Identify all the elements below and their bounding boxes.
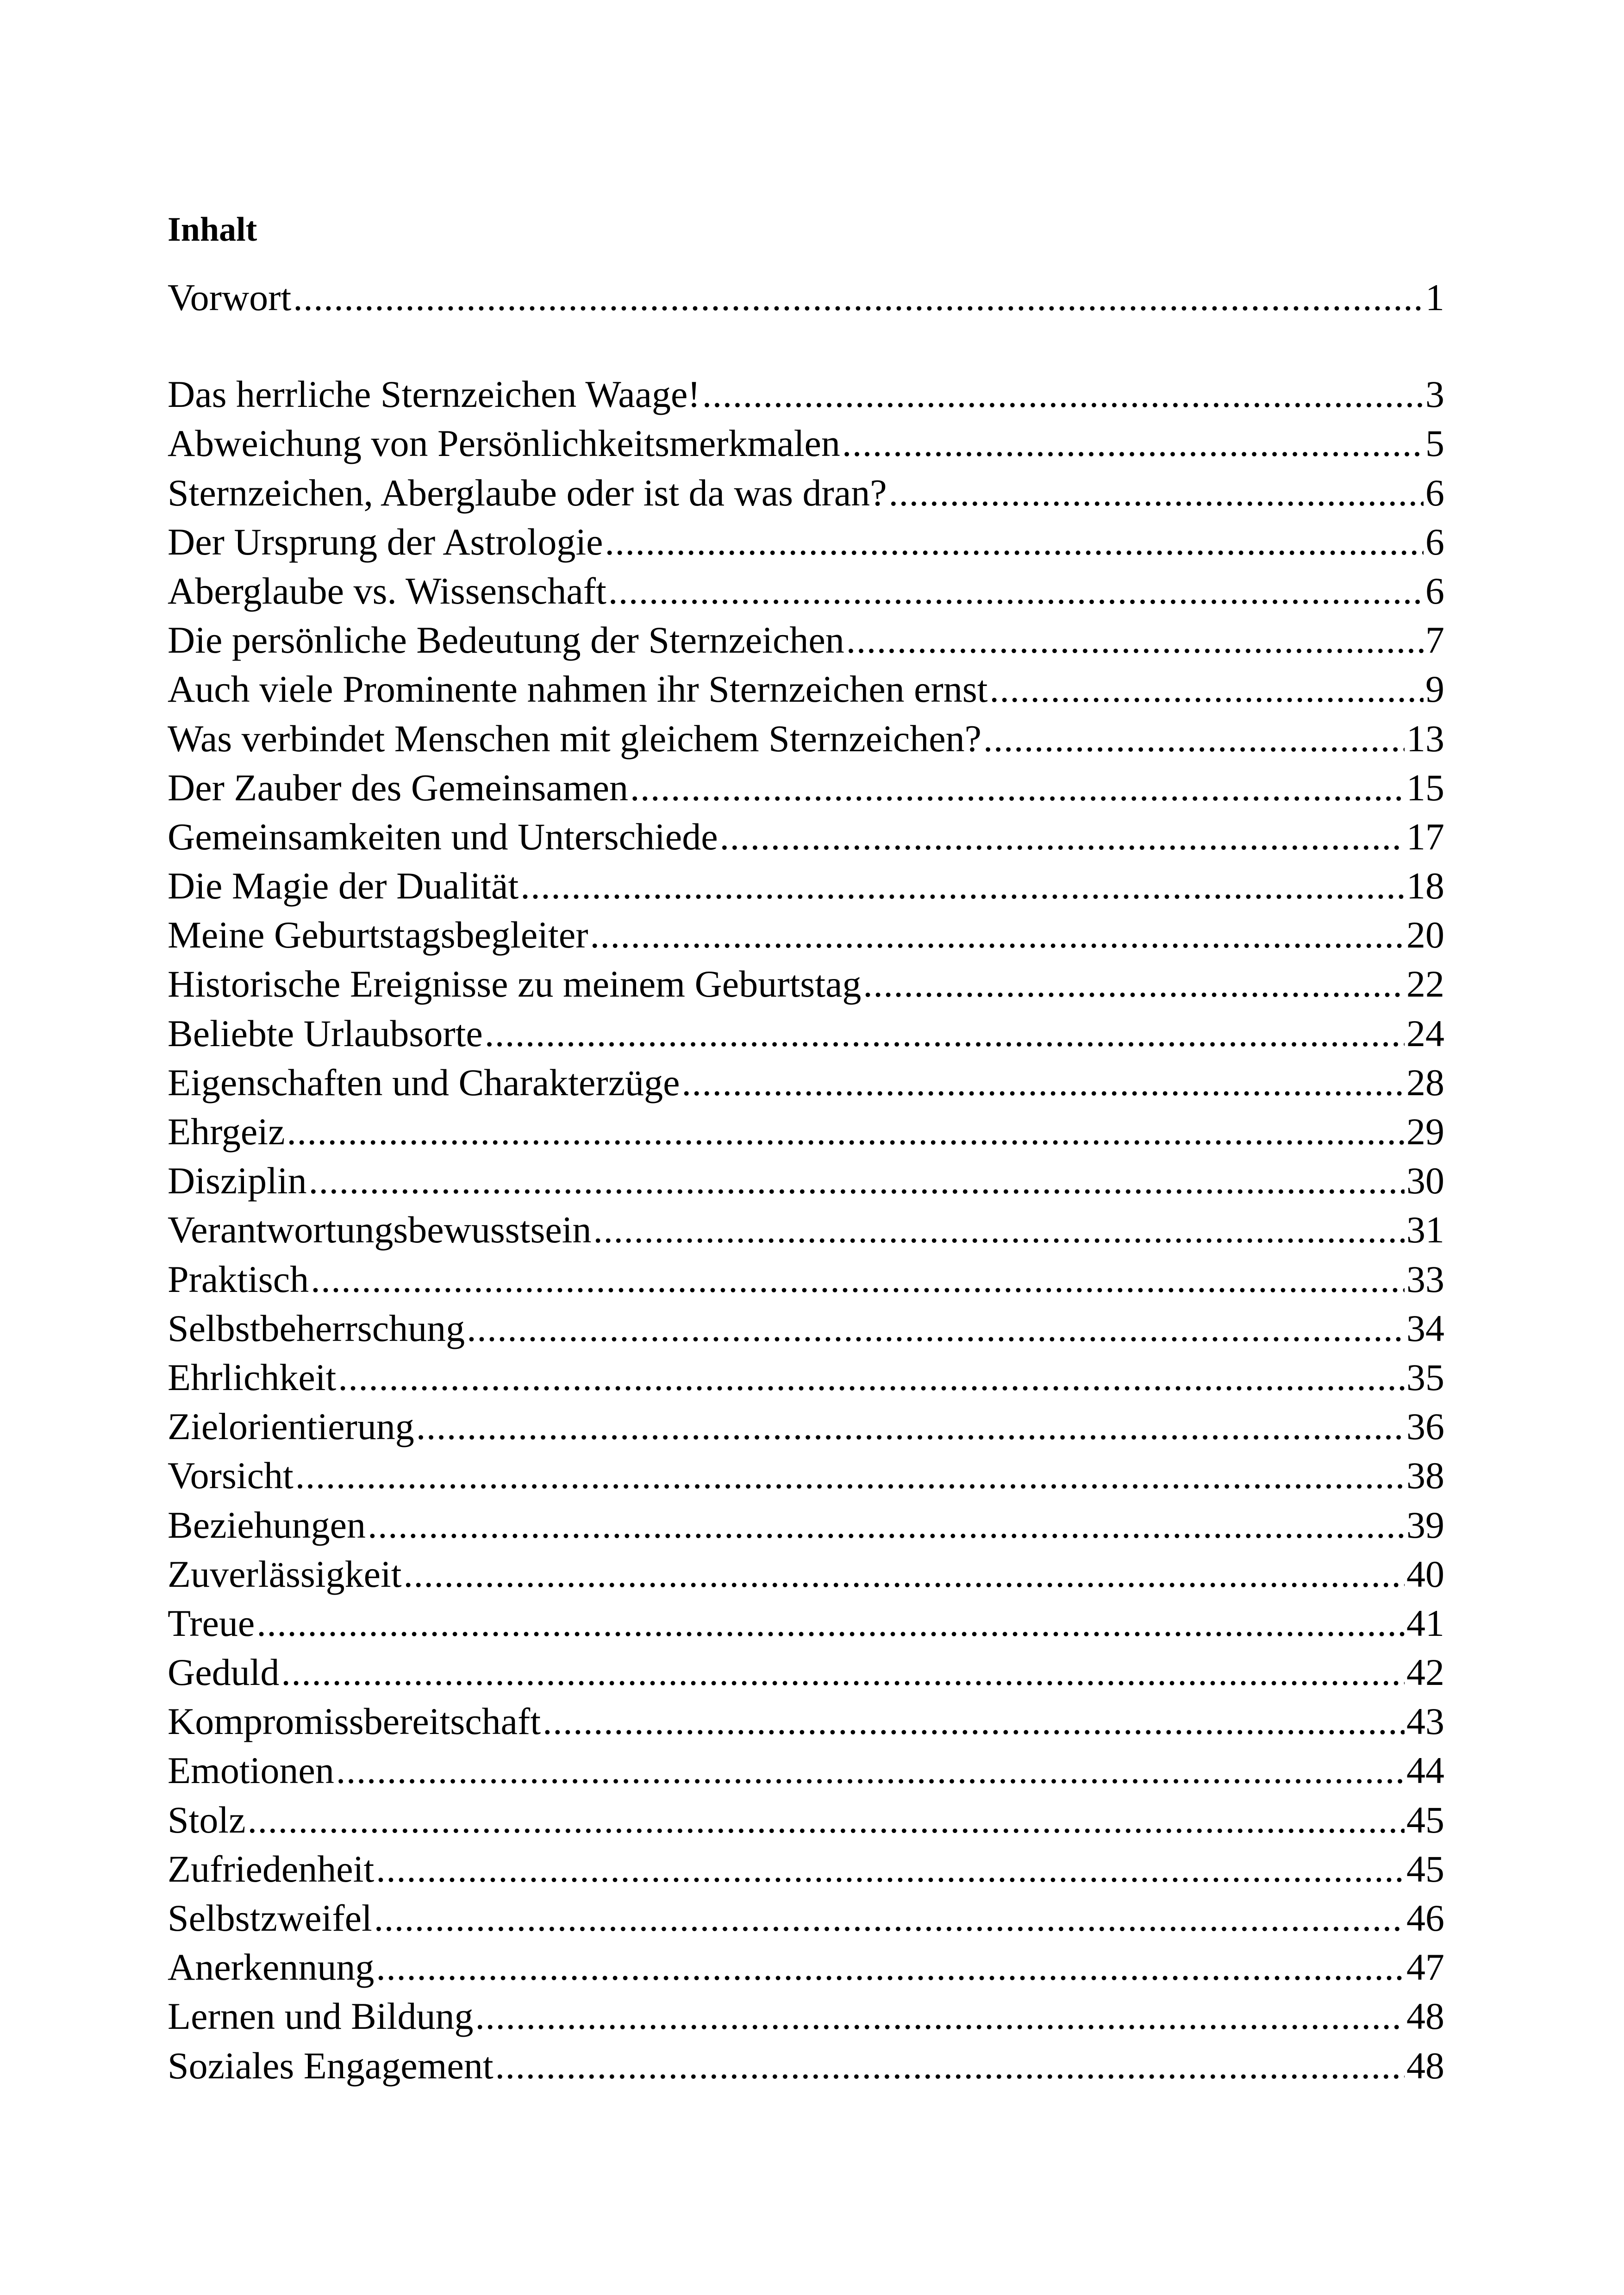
toc-entry — [168, 567, 1444, 616]
toc-entry-title: Historische Ereignisse zu meinem Geburtstag — [168, 963, 862, 1005]
toc-entry — [168, 1205, 1444, 1254]
toc-entry-title: Soziales Engagement — [168, 2044, 493, 2087]
toc-entry-title: Stolz — [168, 1798, 246, 1841]
toc-entry-title: Der Zauber des Gemeinsamen — [168, 766, 628, 809]
toc-dot-leader — [467, 1304, 1405, 1353]
toc-dot-leader — [416, 1402, 1405, 1451]
toc-entry — [168, 273, 1444, 322]
toc-entry — [168, 616, 1444, 665]
toc-entry-title: Vorwort — [168, 276, 292, 318]
toc-entry-page-number: 48 — [1406, 2044, 1444, 2087]
toc-entry — [168, 960, 1444, 1009]
toc-entry-title: Emotionen — [168, 1749, 334, 1792]
toc-dot-leader — [842, 419, 1424, 468]
toc-entry-page-number: 45 — [1406, 1847, 1444, 1890]
toc-dot-leader — [485, 1009, 1405, 1058]
toc-entry-page-number: 24 — [1406, 1012, 1444, 1054]
toc-dot-leader — [990, 665, 1424, 714]
toc-entry — [168, 665, 1444, 714]
toc-entry — [168, 1058, 1444, 1107]
toc-entry-page-number: 44 — [1406, 1749, 1444, 1792]
toc-entry — [168, 911, 1444, 960]
toc-entry-title: Was verbindet Menschen mit gleichem Sternzeichen? — [168, 717, 982, 760]
toc-entry-page-number: 29 — [1406, 1110, 1444, 1153]
toc-entry-title: Die persönliche Bedeutung der Sternzeichen — [168, 619, 844, 661]
toc-dot-leader — [311, 1255, 1405, 1304]
toc-dot-leader — [608, 567, 1424, 616]
toc-entry-title: Selbstbeherrschung — [168, 1307, 465, 1349]
toc-dot-leader — [983, 714, 1405, 763]
toc-entry-title: Kompromissbereitschaft — [168, 1700, 541, 1743]
toc-dot-leader — [720, 812, 1405, 861]
toc-entry-title: Ehrlichkeit — [168, 1356, 337, 1398]
toc-entry — [168, 1894, 1444, 1943]
toc-entry — [168, 1648, 1444, 1697]
toc-dot-leader — [287, 1107, 1405, 1156]
toc-entry-page-number: 9 — [1425, 668, 1444, 711]
toc-entry-title: Auch viele Prominente nahmen ihr Sternzeichen ernst — [168, 668, 988, 711]
toc-dot-leader — [338, 1353, 1405, 1402]
toc-entry-page-number: 31 — [1406, 1209, 1444, 1251]
toc-entry — [168, 1107, 1444, 1156]
toc-entry — [168, 1796, 1444, 1845]
toc-dot-leader — [590, 911, 1405, 960]
toc-dot-leader — [846, 616, 1424, 665]
toc-entry-title: Gemeinsamkeiten und Unterschiede — [168, 815, 718, 858]
table-of-contents — [168, 273, 1444, 2090]
toc-dot-leader — [520, 861, 1405, 911]
toc-entry-page-number: 3 — [1425, 373, 1444, 416]
toc-entry-title: Eigenschaften und Charakterzüge — [168, 1061, 680, 1104]
toc-entry — [168, 1746, 1444, 1795]
toc-entry — [168, 2041, 1444, 2090]
toc-entry — [168, 812, 1444, 861]
toc-entry-page-number: 34 — [1406, 1307, 1444, 1349]
toc-entry-title: Das herrliche Sternzeichen Waage! — [168, 373, 700, 416]
toc-entry — [168, 1304, 1444, 1353]
toc-entry — [168, 1402, 1444, 1451]
toc-dot-leader — [630, 763, 1405, 812]
toc-dot-leader — [404, 1550, 1405, 1599]
toc-entry-page-number: 45 — [1406, 1798, 1444, 1841]
toc-entry — [168, 1599, 1444, 1648]
toc-entry-title: Zuverlässigkeit — [168, 1553, 402, 1595]
toc-entry — [168, 1845, 1444, 1894]
toc-entry-page-number: 18 — [1406, 865, 1444, 907]
toc-dot-leader — [281, 1648, 1405, 1697]
toc-entry — [168, 1009, 1444, 1058]
toc-entry — [168, 518, 1444, 567]
toc-entry-page-number: 42 — [1406, 1651, 1444, 1694]
toc-dot-leader — [863, 960, 1405, 1009]
toc-entry-page-number: 43 — [1406, 1700, 1444, 1743]
toc-entry-title: Meine Geburtstagsbegleiter — [168, 914, 588, 956]
toc-entry-title: Geduld — [168, 1651, 280, 1694]
toc-entry-page-number: 30 — [1406, 1160, 1444, 1202]
toc-entry-page-number: 33 — [1406, 1258, 1444, 1300]
toc-entry-title: Sternzeichen, Aberglaube oder ist da was dran? — [168, 471, 887, 514]
toc-entry — [168, 1451, 1444, 1500]
toc-entry — [168, 370, 1444, 419]
toc-entry-page-number: 22 — [1406, 963, 1444, 1005]
toc-dot-leader — [475, 1992, 1405, 2041]
toc-entry-page-number: 47 — [1406, 1946, 1444, 1989]
toc-entry — [168, 1501, 1444, 1550]
toc-entry-title: Praktisch — [168, 1258, 309, 1300]
toc-dot-leader — [309, 1156, 1405, 1205]
toc-entry — [168, 1697, 1444, 1746]
toc-dot-leader — [376, 1943, 1405, 1992]
toc-dot-leader — [256, 1599, 1405, 1648]
toc-entry-title: Der Ursprung der Astrologie — [168, 520, 603, 563]
toc-entry-page-number: 6 — [1425, 471, 1444, 514]
toc-entry-page-number: 35 — [1406, 1356, 1444, 1398]
toc-entry — [168, 1353, 1444, 1402]
toc-dot-leader — [295, 1451, 1405, 1500]
toc-entry-title: Anerkennung — [168, 1946, 375, 1989]
toc-entry-title: Beziehungen — [168, 1503, 366, 1546]
toc-dot-leader — [293, 273, 1424, 322]
toc-entry-page-number: 38 — [1406, 1454, 1444, 1497]
toc-entry-title: Aberglaube vs. Wissenschaft — [168, 569, 606, 612]
toc-entry-page-number: 46 — [1406, 1897, 1444, 1939]
toc-entry-page-number: 1 — [1425, 276, 1444, 318]
toc-entry-title: Ehrgeiz — [168, 1110, 285, 1153]
toc-entry-page-number: 41 — [1406, 1602, 1444, 1644]
toc-dot-leader — [248, 1796, 1405, 1845]
toc-entry — [168, 1992, 1444, 2041]
toc-entry-title: Selbstzweifel — [168, 1897, 372, 1939]
toc-entry — [168, 1550, 1444, 1599]
toc-entry — [168, 714, 1444, 763]
toc-entry-page-number: 48 — [1406, 1995, 1444, 2038]
toc-entry-title: Zielorientierung — [168, 1405, 414, 1448]
toc-entry — [168, 763, 1444, 812]
toc-dot-leader — [495, 2041, 1405, 2090]
toc-dot-leader — [543, 1697, 1405, 1746]
toc-entry-page-number: 40 — [1406, 1553, 1444, 1595]
toc-entry-page-number: 7 — [1425, 619, 1444, 661]
toc-dot-leader — [376, 1845, 1405, 1894]
toc-entry — [168, 861, 1444, 911]
toc-dot-leader — [368, 1501, 1405, 1550]
toc-entry — [168, 1255, 1444, 1304]
toc-entry-page-number: 20 — [1406, 914, 1444, 956]
toc-entry-page-number: 13 — [1406, 717, 1444, 760]
toc-dot-leader — [702, 370, 1424, 419]
toc-entry — [168, 419, 1444, 468]
toc-entry-title: Disziplin — [168, 1160, 307, 1202]
toc-entry-page-number: 15 — [1406, 766, 1444, 809]
toc-dot-leader — [374, 1894, 1405, 1943]
toc-entry-page-number: 17 — [1406, 815, 1444, 858]
toc-entry — [168, 1156, 1444, 1205]
toc-entry-title: Treue — [168, 1602, 255, 1644]
toc-entry-page-number: 6 — [1425, 569, 1444, 612]
toc-entry-title: Die Magie der Dualität — [168, 865, 519, 907]
toc-entry-title: Beliebte Urlaubsorte — [168, 1012, 483, 1054]
toc-entry-page-number: 28 — [1406, 1061, 1444, 1104]
toc-entry-title: Verantwortungsbewusstsein — [168, 1209, 592, 1251]
toc-dot-leader — [336, 1746, 1405, 1795]
toc-entry-title: Vorsicht — [168, 1454, 294, 1497]
toc-dot-leader — [682, 1058, 1405, 1107]
toc-entry-page-number: 5 — [1425, 422, 1444, 465]
toc-entry-title: Abweichung von Persönlichkeitsmerkmalen — [168, 422, 840, 465]
toc-dot-leader — [605, 518, 1424, 567]
toc-dot-leader — [593, 1205, 1405, 1254]
toc-dot-leader — [889, 468, 1424, 518]
toc-entry — [168, 1943, 1444, 1992]
toc-entry — [168, 468, 1444, 518]
toc-entry-title: Lernen und Bildung — [168, 1995, 474, 2038]
toc-entry-page-number: 6 — [1425, 520, 1444, 563]
toc-entry-title: Zufriedenheit — [168, 1847, 375, 1890]
toc-heading: Inhalt — [168, 211, 257, 249]
toc-entry-page-number: 39 — [1406, 1503, 1444, 1546]
toc-entry-page-number: 36 — [1406, 1405, 1444, 1448]
